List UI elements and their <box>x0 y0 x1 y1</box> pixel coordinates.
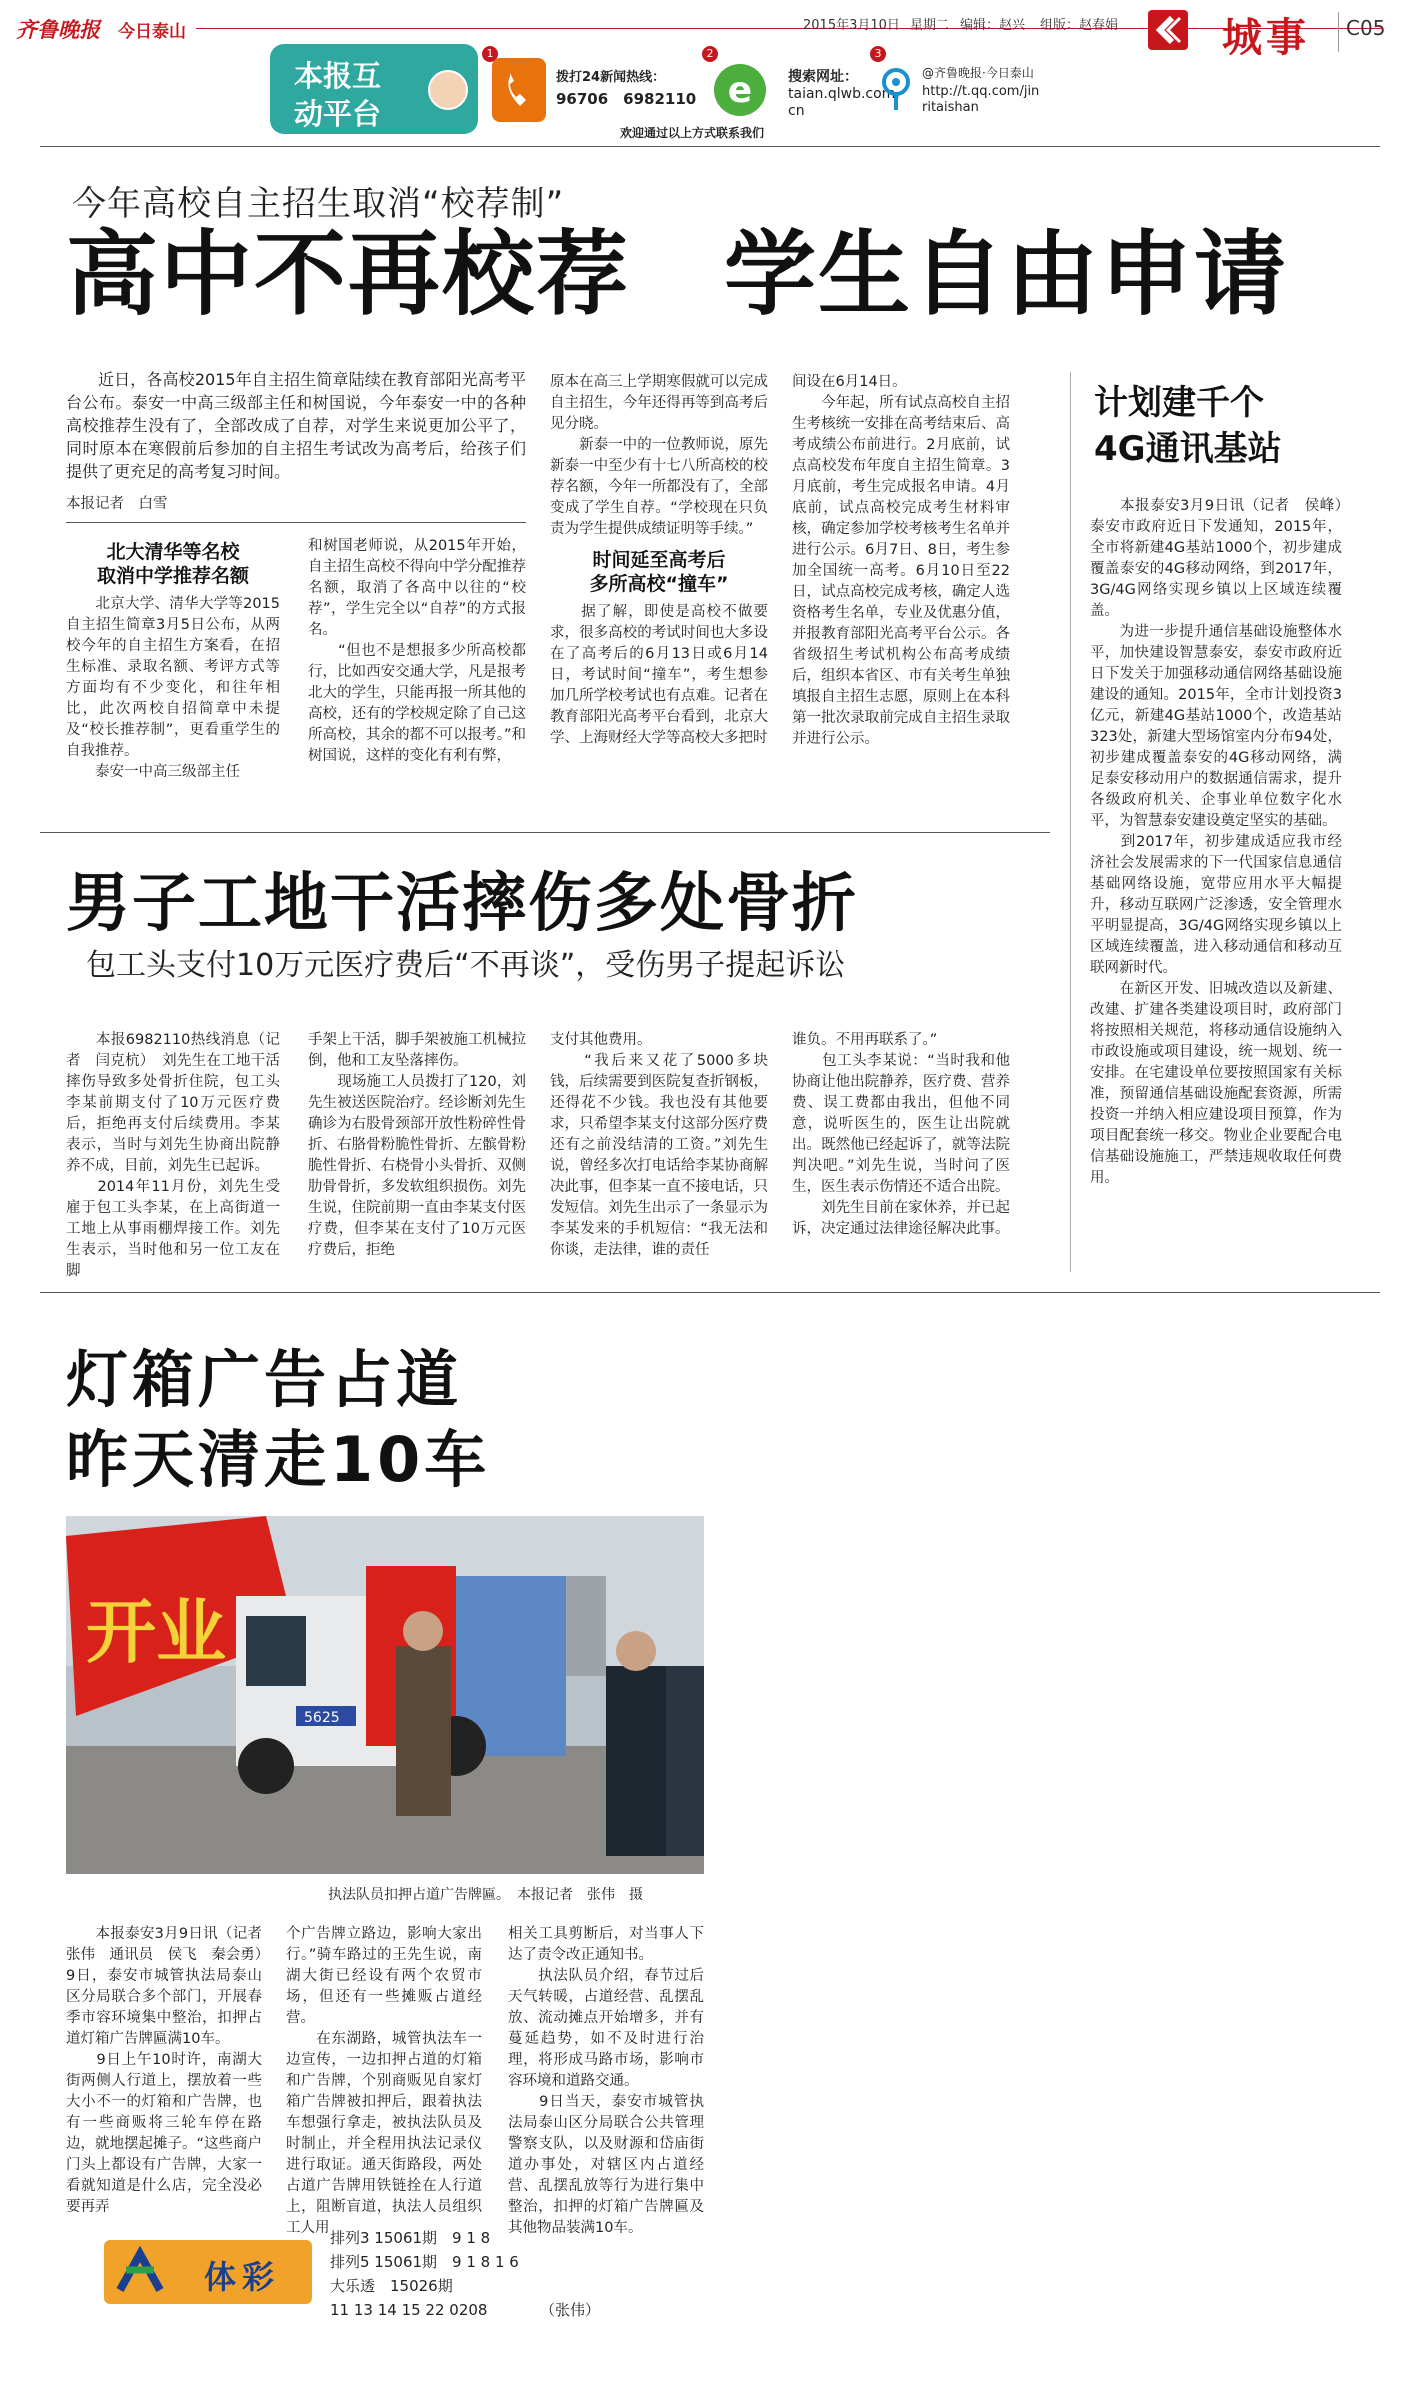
website-url[interactable]: taian.qlwb.com.cn <box>788 86 900 119</box>
browser-icon <box>710 60 770 120</box>
story1-kicker: 今年高校自主招生取消“校荐制” <box>72 184 565 224</box>
story3-headline: 男子工地干活摔伤多处骨折 <box>66 867 858 941</box>
weekday: 星期二 <box>910 18 950 33</box>
story2-headline: 计划建千个 4G通讯基站 <box>1094 383 1282 469</box>
date: 2015年3月10日 <box>803 18 900 33</box>
story3-col1-text: 本报6982110热线消息（记者 闫克杭） 刘先生在工地干活摔伤导致多处骨折住院，包工头李某前期支付了10万元医疗费后，拒绝再支付后续费用。李某表示，当时与刘先生协商出院静养不成，目前，刘先生已起诉。 2014年11月份，刘先生受雇于包工头李某，在上高街道一工地上从事雨棚焊接工作。刘先生表示，当时他和另一位工友在脚 <box>66 1032 280 1279</box>
masthead-rule <box>196 28 1381 29</box>
story4-col1-text: 本报泰安3月9日讯（记者 张伟 通讯员 侯飞 秦会勇） 9日，泰安市城管执法局泰山区分局联合多个部门，开展春季市容环境集中整治，扣押占道灯箱广告牌匾满10车。 9日上午10时许，南湖大街两侧人行道上，摆放着一些大小不一的灯箱和广告牌，也有一些商贩将三轮车停在路边，就地摆起摊子。“这些商户门头上都设有广告牌，大家一看就知道是什么店，完全没必要再弄 <box>66 1926 263 2215</box>
banner-title-line2: 动平台 <box>294 97 382 131</box>
story4-photo <box>66 1516 704 1874</box>
lottery-line-4: 11 13 14 15 22 0208 （张伟） <box>330 2301 600 2319</box>
lottery-line-2: 排列5 15061期 9 1 8 1 6 <box>330 2253 519 2271</box>
step-2-badge: 2 <box>702 46 718 62</box>
lottery-logo-text: 体彩 <box>204 2258 281 2296</box>
section-divider <box>1338 12 1339 52</box>
story1-lead: 近日，各高校2015年自主招生简章陆续在教育部阳光高考平台公布。泰安一中高三级部主任和树国说，今年泰安一中的各种高校推荐生没有了，全部改成了自荐，对学生来说更加公平了，同时原本在寒假前后参加的自主招生考试改为高考后，给孩子们提供了更充足的高考复习时间。 <box>66 370 526 481</box>
story1-col2-text: 和树国老师说，从2015年开始，自主招生高校不得向中学分配推荐名额，取消了各高中以往的“校荐”，学生完全以“自荐”的方式报名。 “但也不是想报多少所高校都行，比如西安交通大学，凡是报考北大的学生，只能再报一所其他的高校，还有的学校规定除了自己这所高校，其余的都不可以报考。”和树国说，这样的变化有利有弊， <box>308 538 526 764</box>
story1-col3 <box>550 372 768 749</box>
hotline-numbers: 96706 6982110 <box>556 90 697 108</box>
step-3-badge: 3 <box>870 46 886 62</box>
section-name: 城事 <box>1222 15 1310 61</box>
story4-top-divider <box>40 1292 1380 1293</box>
interactive-banner <box>270 40 1078 140</box>
story3-subhead: 包工头支付10万元医疗费后“不再谈”，受伤男子提起诉讼 <box>86 948 846 983</box>
lottery-results <box>330 2226 750 2322</box>
editor: 编辑：赵兴 <box>960 18 1026 33</box>
story1-col1-text: 北京大学、清华大学等2015自主招生简章3月5日公布，从两校今年的自主招生方案看，在招生标准、录取名额、考评方式等方面均有不少变化，和往年相比，此次两校自招简章中未提及“校长推荐制”，更看重学生的自我推荐。 泰安一中高三级部主任 <box>66 596 280 780</box>
lottery-line-3: 大乐透 15026期 <box>330 2277 453 2295</box>
weibo-url[interactable]: http://t.qq.com/jinritaishan <box>922 84 1040 115</box>
lottery-icon <box>110 2240 170 2304</box>
step-1-badge: 1 <box>482 46 498 62</box>
story1-col1 <box>66 536 280 783</box>
story1-subhead-2: 时间延至高考后 多所高校“撞车” <box>589 549 729 595</box>
svg-text:5625: 5625 <box>304 1710 340 1726</box>
website-label: 搜索网址： <box>788 69 858 85</box>
banner-footer: 欢迎通过以上方式联系我们 <box>620 126 765 140</box>
svg-text:开业: 开业 <box>86 1591 226 1673</box>
banner-title-box <box>270 44 478 134</box>
hand-icon <box>428 70 468 110</box>
lottery-logo <box>104 2240 312 2304</box>
story4-col3-text: 相关工具剪断后，对当事人下达了责令改正通知书。 执法队员介绍，春节过后天气转暖，占道经营、乱摆乱放、流动摊点开始增多，并有蔓延趋势，如不及时进行治理，将形成马路市场，影响市容环境和道路交通。 9日当天，泰安市城管执法局泰山区分局联合公共管理警察支队，以及财源和岱庙街道办事处，对辖区内占道经营、乱摆乱放等行为进行集中整治，扣押的灯箱广告牌匾及其他物品装满10车。 <box>508 1926 704 2236</box>
page-number: C05 <box>1346 16 1386 40</box>
story1-headline: 高中不再校荐 学生自由申请 <box>66 221 1289 328</box>
story1-byline: 本报记者 白雪 <box>66 496 168 512</box>
story1-col3a-text: 原本在高三上学期寒假就可以完成自主招生，今年还得再等到高考后见分晓。 新泰一中的一位教师说，原先新泰一中至少有十七八所高校的校荐名额，今年一所都没有了，全部变成了学生自荐。“学校现在只负责为学生提供成绩证明等手续。” <box>550 374 768 537</box>
hotline-label: 拨打24新闻热线： <box>556 70 666 85</box>
designer: 组版：赵春娟 <box>1040 18 1119 33</box>
story3-col3-text: 支付其他费用。 “我后来又花了5000多块钱，后续需要到医院复查折钢板，还得花不少钱。我也没有其他要求，只希望李某支付这部分医疗费还有之前没结清的工资。”刘先生说，曾经多次打电话给李某协商解决此事，但李某一直不接电话，只发短信。刘先生出示了一条显示为李某发来的手机短信：“我无法和你谈，走法律，谁的责任 <box>550 1032 768 1258</box>
story1-lead-divider <box>66 522 526 523</box>
story2-left-rule <box>1070 372 1071 1272</box>
edition-name: 今日泰山 <box>118 22 186 42</box>
paper-name: 齐鲁晚报 <box>16 17 100 42</box>
weibo-icon <box>876 66 916 116</box>
weibo-account: @齐鲁晚报·今日泰山 <box>922 66 1034 80</box>
story1-col3b-text: 据了解，即使是高校不做要求，很多高校的考试时间也大多设在了高考后的6月13日或6月14日，考试时间“撞车”，考生想参加几所学校考试也有点难。记者在教育部阳光高考平台看到，北京大学、上海财经大学等高校大多把时 <box>550 604 768 746</box>
lottery-line-1: 排列3 15061期 9 1 8 <box>330 2229 491 2247</box>
section-logo-icon <box>1148 10 1188 50</box>
story3-col2-text: 手架上干活，脚手架被施工机械拉倒，他和工友坠落摔伤。 现场施工人员拨打了120，刘先生被送医院治疗。经诊断刘先生确诊为右股骨颈部开放性粉碎性骨折、右胳骨粉脆性骨折、左髌骨粉脆性骨折、右桡骨小头骨折、双侧肋骨骨折，多发软组织损伤。刘先生说，住院前期一直由李某支付医疗费，但李某在支付了10万元医疗费后，拒绝 <box>308 1032 526 1258</box>
story1-subhead-1: 北大清华等名校 取消中学推荐名额 <box>96 541 249 587</box>
story3-top-divider <box>40 832 1050 833</box>
story4-photo-caption: 执法队员扣押占道广告牌匾。 本报记者 张伟 摄 <box>328 1887 643 1903</box>
story4-headline-line2: 昨天清走10车 <box>66 1423 491 1496</box>
svg-text:e: e <box>727 70 753 111</box>
top-divider <box>40 146 1380 147</box>
banner-title-line1: 本报互 <box>294 59 382 93</box>
story1-col4-text: 间设在6月14日。 今年起，所有试点高校自主招生考核统一安排在高考结束后、高考成绩公布前进行。2月底前，试点高校发布年度自主招生简章。3月底前，考生完成报名申请。4月底前，试点高校完成考生材料审核，确定参加学校考核考生名单并进行公示。6月7日、8日，考生参加全国统一高考。6月10日至22日，试点高校完成考核，确定人选资格考生名单，专业及优惠分值，并报教育部阳光高考平台公示。各省级招生考试机构公布高考成绩后，组织本省区、市有关考生单独填报自主招生志愿，原则上在本科第一批次录取前完成自主招生录取并进行公示。 <box>792 374 1010 747</box>
story4-col2-text: 个广告牌立路边，影响大家出行。”骑车路过的王先生说，南湖大街已经设有两个农贸市场，但还有一些摊贩占道经营。 在东湖路，城管执法车一边宣传，一边扣押占道的灯箱和广告牌，个别商贩见自家灯箱广告牌被扣押后，跟着执法车想强行拿走，被执法队员及时制止，并全程用执法记录仪进行取证。通天街路段，两处占道广告牌用铁链拴在人行道上，阻断盲道，执法人员组织工人用 <box>286 1926 482 2236</box>
story4-headline-line1: 灯箱广告占道 <box>66 1343 463 1416</box>
story2-body: 本报泰安3月9日讯（记者 侯峰） 泰安市政府近日下发通知，2015年，全市将新建4G基站1000个，初步建成覆盖泰安的4G移动网络，到2017年，3G/4G网络实现乡镇以上区域连续覆盖。 为进一步提升通信基础设施整体水平，加快建设智慧泰安，泰安市政府近日下发关于加强移动通信网络基础设施建设的通知。2015年，全市计划投资3亿元，新建4G基站1000个，改造基站323处，新建大型场馆室内分布94处，初步建成覆盖泰安的4G移动网络，满足泰安移动用户的数据通信需求，提升各级政府机关、企事业单位数字化水平，为智慧泰安建设奠定坚实的基础。 到2017年，初步建成适应我市经济社会发展需求的下一代国家信息通信基础网络设施，宽带应用水平大幅提升，移动互联网广泛渗透，安全管理水平明显提高，3G/4G网络实现乡镇以上区域连续覆盖，进入移动通信和移动互联网新时代。 在新区开发、旧城改造以及新建、改建、扩建各类建设项目时，政府部门将按照相关规范，将移动通信设施纳入市政设施或项目建设，统一规划、统一安排。在宅建设单位要按照国家有关标准，预留通信基础设施配套资源，所需投资一并纳入相应建设项目预算，作为项目配套统一移交。物业企业要配合电信基础设施施工，严禁违规收取任何费用。 <box>1090 498 1342 1186</box>
phone-icon <box>492 58 546 122</box>
story3-col4-text: 谁负。不用再联系了。” 包工头李某说：“当时我和他协商让他出院静养，医疗费、营养费、误工费都由我出，但他不同意，说听医生的，医生让出院就出。既然他已经起诉了，就等法院判决吧。”刘先生说，当时问了医生，医生表示伤情还不适合出院。 刘先生目前在家休养，并已起诉，决定通过法律途径解决此事。 <box>792 1032 1010 1237</box>
